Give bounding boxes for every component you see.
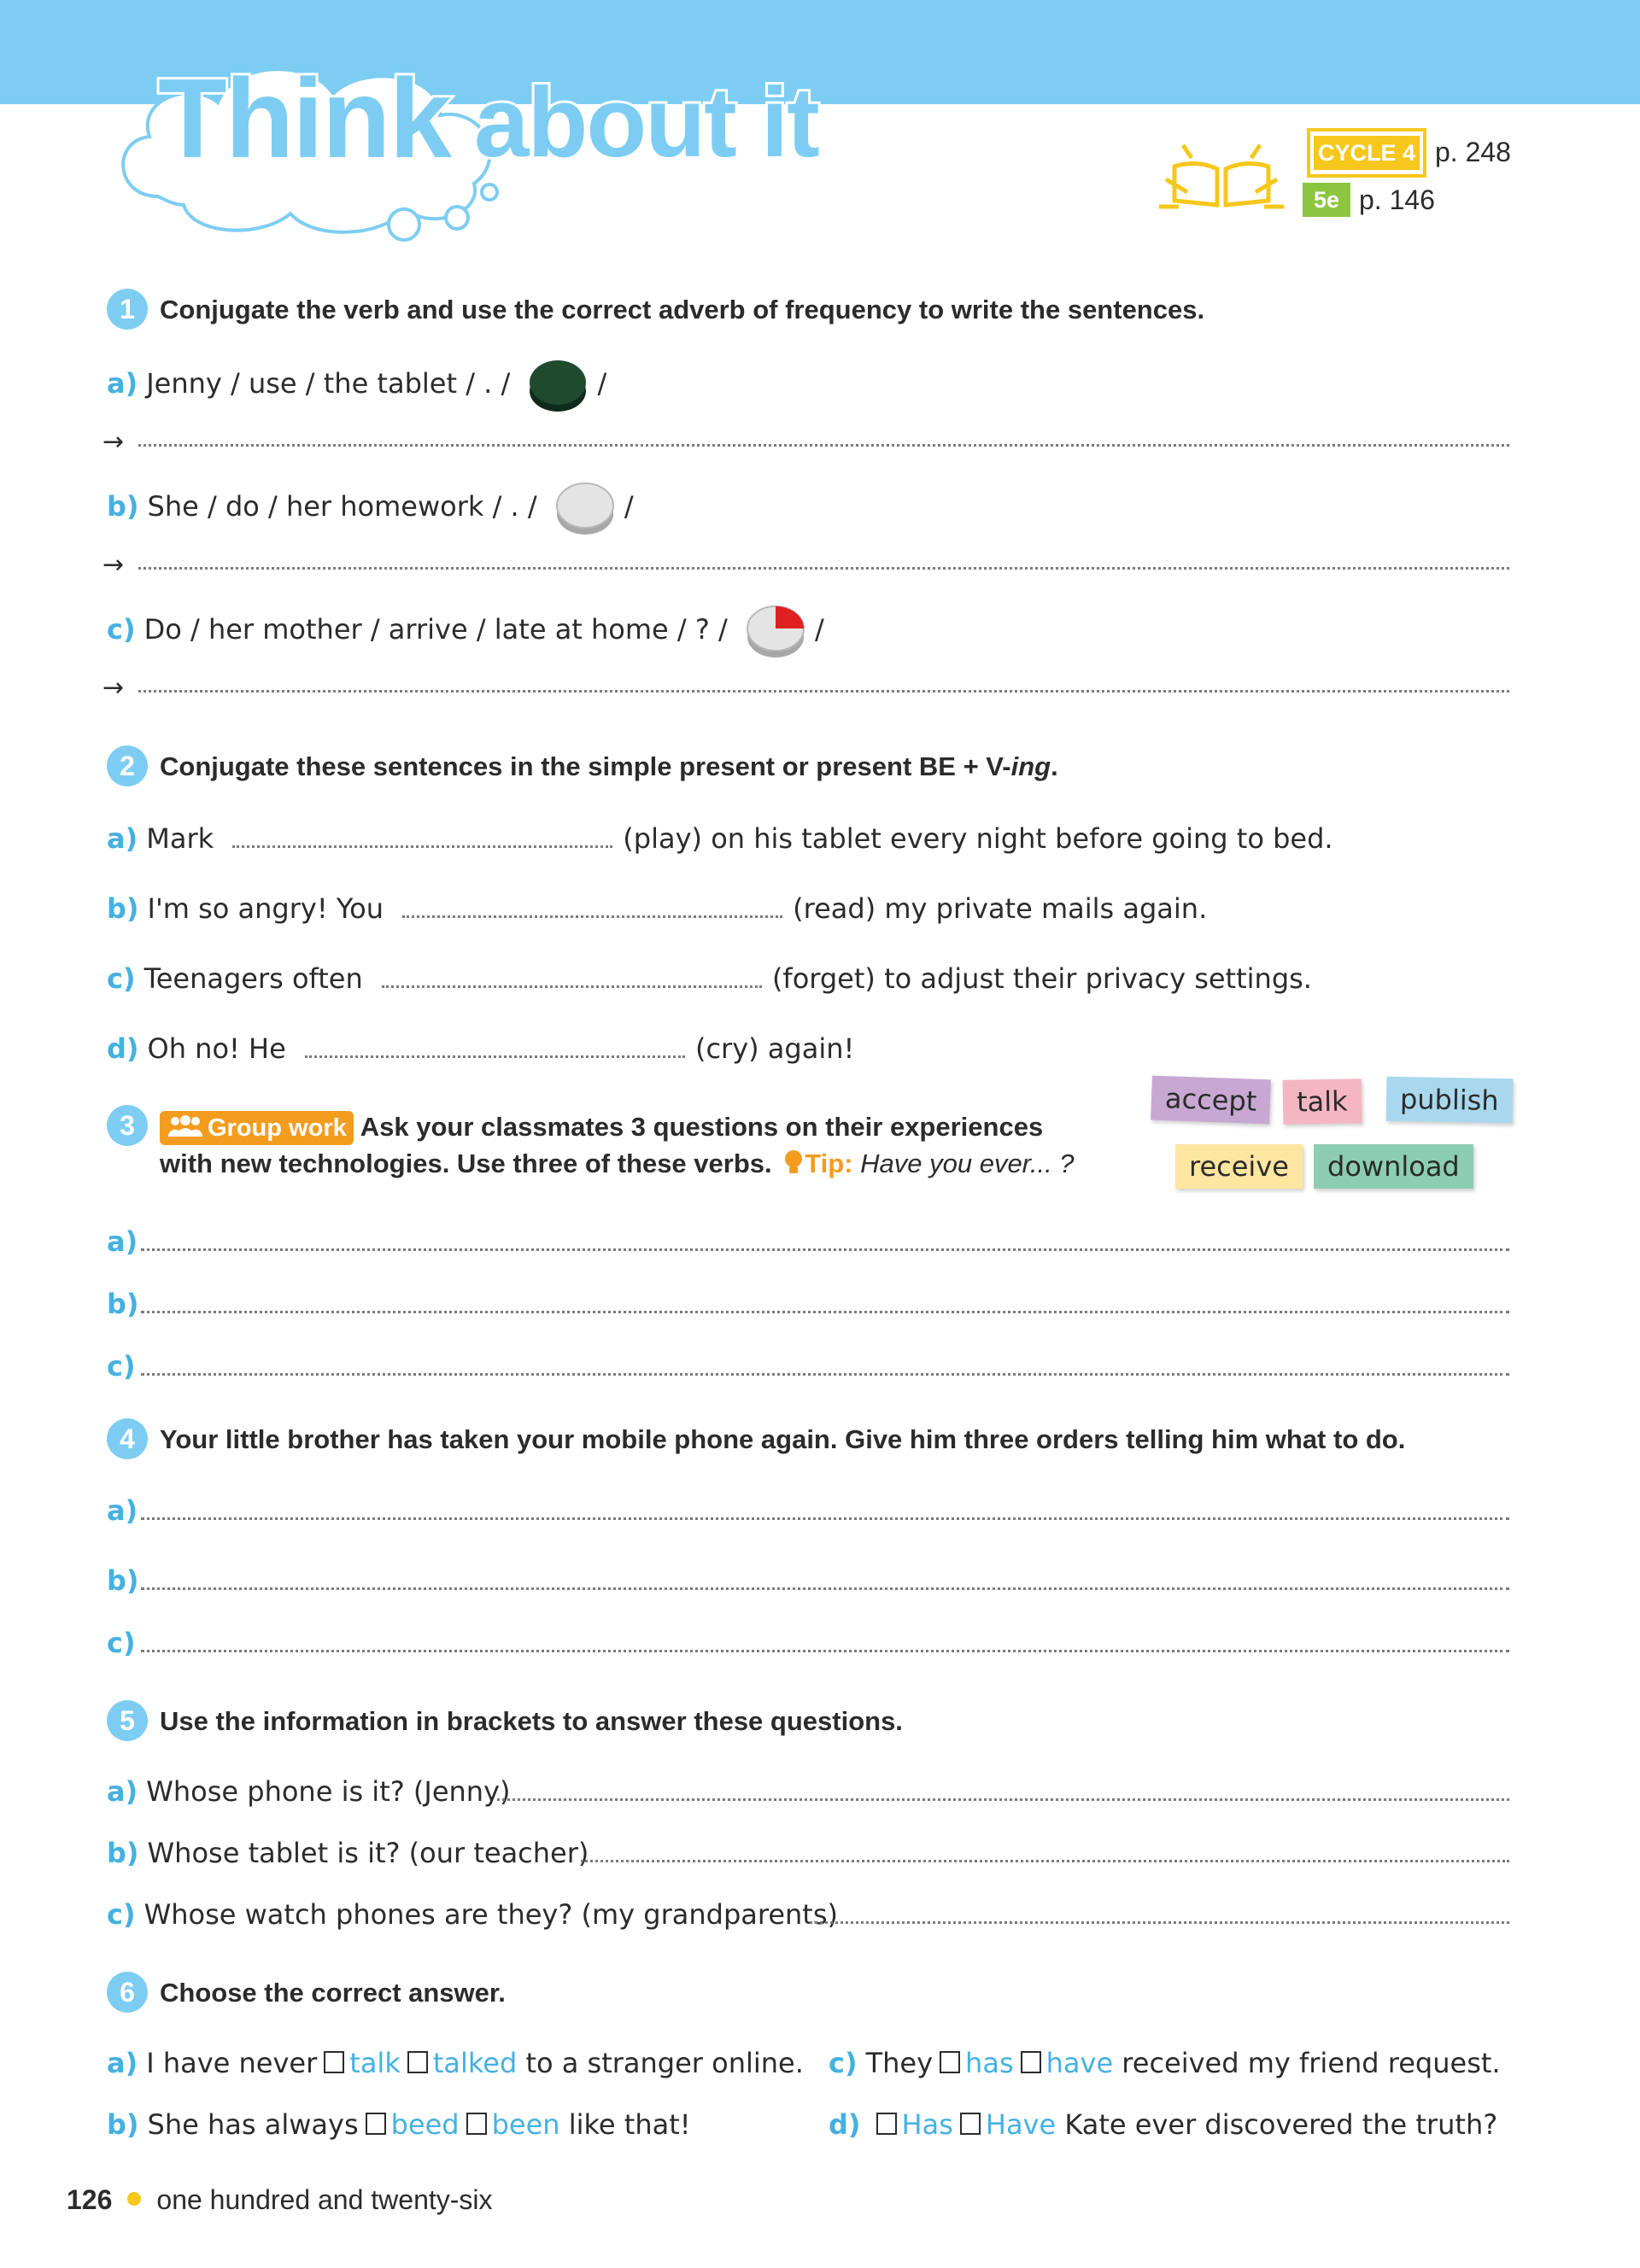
blank-field[interactable] [382,960,762,988]
group-work-label: Group work [208,1114,347,1142]
item-label: c) [107,962,136,995]
item-text: Jenny / use / the tablet / . / [146,367,511,400]
item-label: b) [107,2108,139,2141]
answer-line[interactable] [141,1517,1509,1520]
exercise-1-instruction: Conjugate the verb and use the correct adverb of frequency to write the sentences. [160,295,1205,324]
blank-field[interactable] [305,1030,685,1058]
ex1-item-a [107,357,606,413]
instruction-end: . [1051,751,1058,781]
answer-line[interactable] [141,1248,1509,1251]
tip-text: Have you ever... ? [860,1149,1075,1178]
bullet-dot [127,2192,141,2206]
item-before: I'm so angry! You [147,892,384,925]
answer-line[interactable] [141,1650,1509,1652]
item-label: b) [107,1837,139,1869]
verb-chip-receive: receive [1175,1144,1303,1189]
cycle-label: CYCLE 4 [1314,136,1420,170]
exercise-number-6: 6 [107,1972,148,2013]
item-text: She / do / her homework / . / [147,490,537,523]
answer-line[interactable] [138,567,1509,570]
level-badge: 5e [1303,183,1350,217]
answer-line[interactable] [141,1587,1509,1590]
checkbox[interactable] [366,2113,386,2135]
answer-line[interactable] [141,1373,1509,1376]
lightbulb-icon [782,1149,805,1178]
item-before: Mark [146,822,214,855]
answer-line[interactable] [141,1311,1509,1313]
exercise-number-5: 5 [107,1700,148,1741]
ex3-line-a [107,1225,146,1259]
checkbox[interactable] [940,2051,960,2073]
exercise-number-4: 4 [107,1418,148,1459]
arrow-icon: → [102,427,125,457]
ex2-item-b [107,890,1207,926]
arrow-icon: → [102,673,125,703]
item-after: Kate ever discovered the truth? [1064,2108,1498,2141]
item-label: a) [107,1775,138,1808]
tip-label: Tip: [805,1149,853,1178]
item-after: (cry) again! [694,1032,855,1065]
title-word-think: Think [158,56,450,181]
exercise-5-instruction: Use the information in brackets to answer these questions. [160,1706,903,1736]
ex6-item-a [107,2046,804,2080]
item-after: received my friend request. [1122,2047,1501,2079]
checkbox[interactable] [1021,2051,1041,2073]
page-footer [67,2184,493,2216]
cycle-badge [1307,128,1426,178]
verb-chip-download: download [1314,1144,1473,1189]
item-after: like that! [568,2108,691,2141]
item-before: She has always [147,2108,359,2141]
exercise-6-instruction: Choose the correct answer. [160,1978,506,2008]
verb-chip-accept: accept [1151,1076,1271,1125]
option-1: beed [390,2108,460,2141]
item-after: (read) my private mails again. [793,892,1208,925]
ex6-item-c [829,2046,1501,2080]
level-page-ref: p. 146 [1359,184,1435,215]
answer-line[interactable] [810,1921,1509,1924]
item-before: Teenagers often [144,962,363,995]
checkbox[interactable] [466,2113,487,2135]
item-label: a) [107,822,138,855]
ex5-item-b [107,1836,589,1870]
empty-pie-icon [554,480,616,536]
exercise-number-3: 3 [107,1105,148,1146]
option-1: talk [349,2047,401,2079]
item-label: c) [107,1627,136,1659]
ex5-item-a [107,1774,510,1809]
ex4-line-a [107,1493,146,1528]
item-end: / [597,367,607,400]
ex2-item-d [107,1030,854,1066]
open-book-icon [1157,137,1286,213]
reference-box [1157,128,1516,231]
item-text: Whose watch phones are they? (my grandparents) [144,1898,838,1931]
option-2: Have [985,2108,1057,2141]
item-text: Whose phone is it? (Jenny) [146,1775,511,1808]
item-after: (play) on his tablet every night before going to bed. [623,822,1333,855]
answer-line[interactable] [497,1798,1509,1801]
verb-chip-talk: talk [1283,1078,1362,1125]
exercise-2-instruction [160,751,1058,782]
ex2-item-c [107,960,1312,996]
option-2: have [1046,2047,1114,2079]
item-label: c) [107,1898,136,1931]
item-end: / [814,613,824,646]
ex6-item-d [829,2107,1497,2142]
ex5-item-c [107,1897,838,1932]
item-before: I have never [146,2047,318,2079]
blank-field[interactable] [402,890,782,918]
answer-line[interactable] [581,1860,1509,1862]
item-text: Do / her mother / arrive / late at home / ? / [144,613,728,646]
item-label: c) [107,613,136,646]
page-number: 126 [67,2184,113,2215]
item-label: d) [829,2108,861,2141]
item-label: a) [107,2047,138,2079]
ex3-line-c [107,1349,144,1383]
item-before: Oh no! He [147,1032,286,1065]
item-label: d) [107,1032,139,1065]
ex4-line-b [107,1564,148,1598]
instruction-main: Conjugate these sentences in the simple present or present BE + V- [160,751,1011,781]
item-label: c) [107,1350,136,1382]
answer-line[interactable] [138,690,1509,693]
ex1-item-b [107,480,634,536]
checkbox[interactable] [407,2051,428,2073]
instruction-line1: Ask your classmates 3 questions on their experiences [360,1112,1044,1142]
item-label: a) [107,1494,138,1527]
item-label: c) [829,2047,858,2079]
item-label: b) [107,892,139,925]
option-2: talked [432,2047,518,2079]
blank-field[interactable] [232,820,612,848]
answer-line[interactable] [138,444,1509,447]
checkbox[interactable] [960,2113,981,2135]
instruction-ing: ing [1010,751,1051,781]
checkbox[interactable] [324,2051,344,2073]
exercise-4-instruction: Your little brother has taken your mobile phone again. Give him three orders telling him what to do. [160,1424,1406,1454]
arrow-icon: → [102,550,125,580]
full-dark-pie-icon [527,357,589,413]
item-label: a) [107,1225,138,1258]
item-after: to a stranger online. [525,2047,804,2079]
ex3-line-b [107,1287,148,1321]
quarter-red-pie-icon [745,603,806,659]
instruction-line2: with new technologies. Use three of these verbs. [160,1149,772,1178]
ex6-item-b [107,2107,691,2142]
checkbox[interactable] [876,2113,897,2135]
ex4-line-c [107,1626,144,1660]
option-2: been [491,2108,560,2141]
item-label: a) [107,367,138,400]
item-label: b) [107,1288,139,1320]
exercise-number-2: 2 [107,745,148,786]
title-word-about: about it [473,67,818,178]
option-1: has [965,2047,1014,2079]
option-1: Has [901,2108,953,2141]
verb-chip-publish: publish [1386,1077,1514,1124]
exercise-number-1: 1 [107,289,148,330]
group-icon [167,1114,204,1138]
item-text: Whose tablet is it? (our teacher) [147,1837,589,1869]
exercise-3-instruction [160,1108,1075,1182]
item-before: They [865,2047,934,2079]
page-title [158,56,818,181]
group-work-badge [160,1111,354,1145]
item-after: (forget) to adjust their privacy settings. [771,962,1312,995]
ex2-item-a [107,820,1333,856]
ex1-item-c [107,603,824,659]
item-label: b) [107,490,139,523]
item-end: / [624,490,634,523]
page-number-words: one hundred and twenty-six [156,2184,493,2215]
item-label: b) [107,1564,139,1597]
cycle-page-ref: p. 248 [1435,137,1511,167]
